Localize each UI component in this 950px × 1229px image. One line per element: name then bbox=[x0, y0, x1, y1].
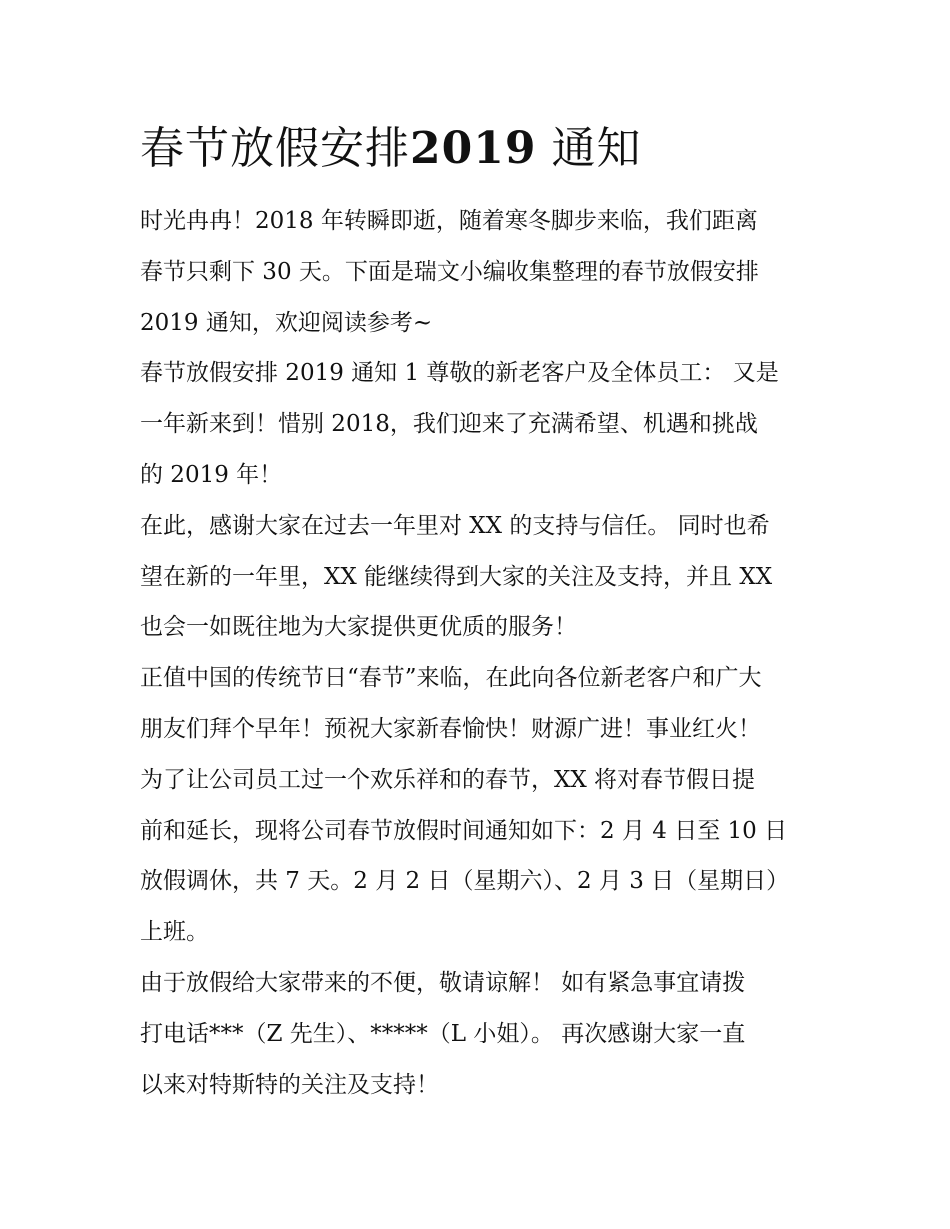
paragraph-line: 由于放假给大家带来的不便，敬请谅解！ 如有紧急事宜请拨 bbox=[140, 969, 746, 996]
paragraph-line: 朋友们拜个早年！预祝大家新春愉快！财源广进！事业红火！ bbox=[140, 715, 761, 742]
paragraph-line: 打电话***（Z 先生）、*****（L 小姐）。 再次感谢大家一直 bbox=[140, 1020, 746, 1047]
paragraph-line: 前和延长，现将公司春节放假时间通知如下：2 月 4 日至 10 日 bbox=[140, 817, 788, 844]
paragraph-line: 2019 通知，欢迎阅读参考~ bbox=[140, 309, 433, 336]
title-text: 春节放假安排 bbox=[140, 123, 410, 174]
document-title bbox=[140, 112, 641, 176]
paragraph-line: 春节放假安排 2019 通知 1 尊敬的新老客户及全体员工： 又是 bbox=[140, 360, 779, 387]
paragraph-line: 一年新来到！惜别 2018，我们迎来了充满希望、机遇和挑战 bbox=[140, 411, 758, 438]
paragraph-intro bbox=[140, 196, 820, 348]
paragraph-line: 春节只剩下 30 天。下面是瑞文小编收集整理的春节放假安排 bbox=[140, 258, 759, 285]
title-year: 2019 bbox=[410, 123, 537, 174]
document-body bbox=[140, 196, 820, 1110]
title-suffix: 通知 bbox=[551, 123, 642, 174]
paragraph-line: 望在新的一年里，XX 能继续得到大家的关注及支持，并且 XX bbox=[140, 563, 773, 590]
paragraph-line: 时光冉冉！2018 年转瞬即逝，随着寒冬脚步来临，我们距离 bbox=[140, 208, 758, 234]
paragraph-holiday-schedule bbox=[140, 653, 820, 958]
paragraph-line: 在此，感谢大家在过去一年里对 XX 的支持与信任。 同时也希 bbox=[140, 512, 770, 539]
paragraph-line: 以来对特斯特的关注及支持！ bbox=[140, 1071, 439, 1098]
paragraph-thanks bbox=[140, 501, 820, 653]
paragraph-line: 正值中国的传统节日“春节”来临，在此向各位新老客户和广大 bbox=[140, 665, 762, 692]
paragraph-line: 的 2019 年！ bbox=[140, 461, 283, 488]
paragraph-contact bbox=[140, 958, 820, 1110]
paragraph-line: 为了让公司员工过一个欢乐祥和的春节，XX 将对春节假日提 bbox=[140, 766, 756, 793]
paragraph-line: 放假调休，共 7 天。2 月 2 日（星期六）、2 月 3 日（星期日） bbox=[140, 868, 790, 895]
paragraph-line: 上班。 bbox=[140, 919, 209, 946]
paragraph-greeting bbox=[140, 348, 820, 500]
paragraph-line: 也会一如既往地为大家提供更优质的服务！ bbox=[140, 614, 577, 641]
